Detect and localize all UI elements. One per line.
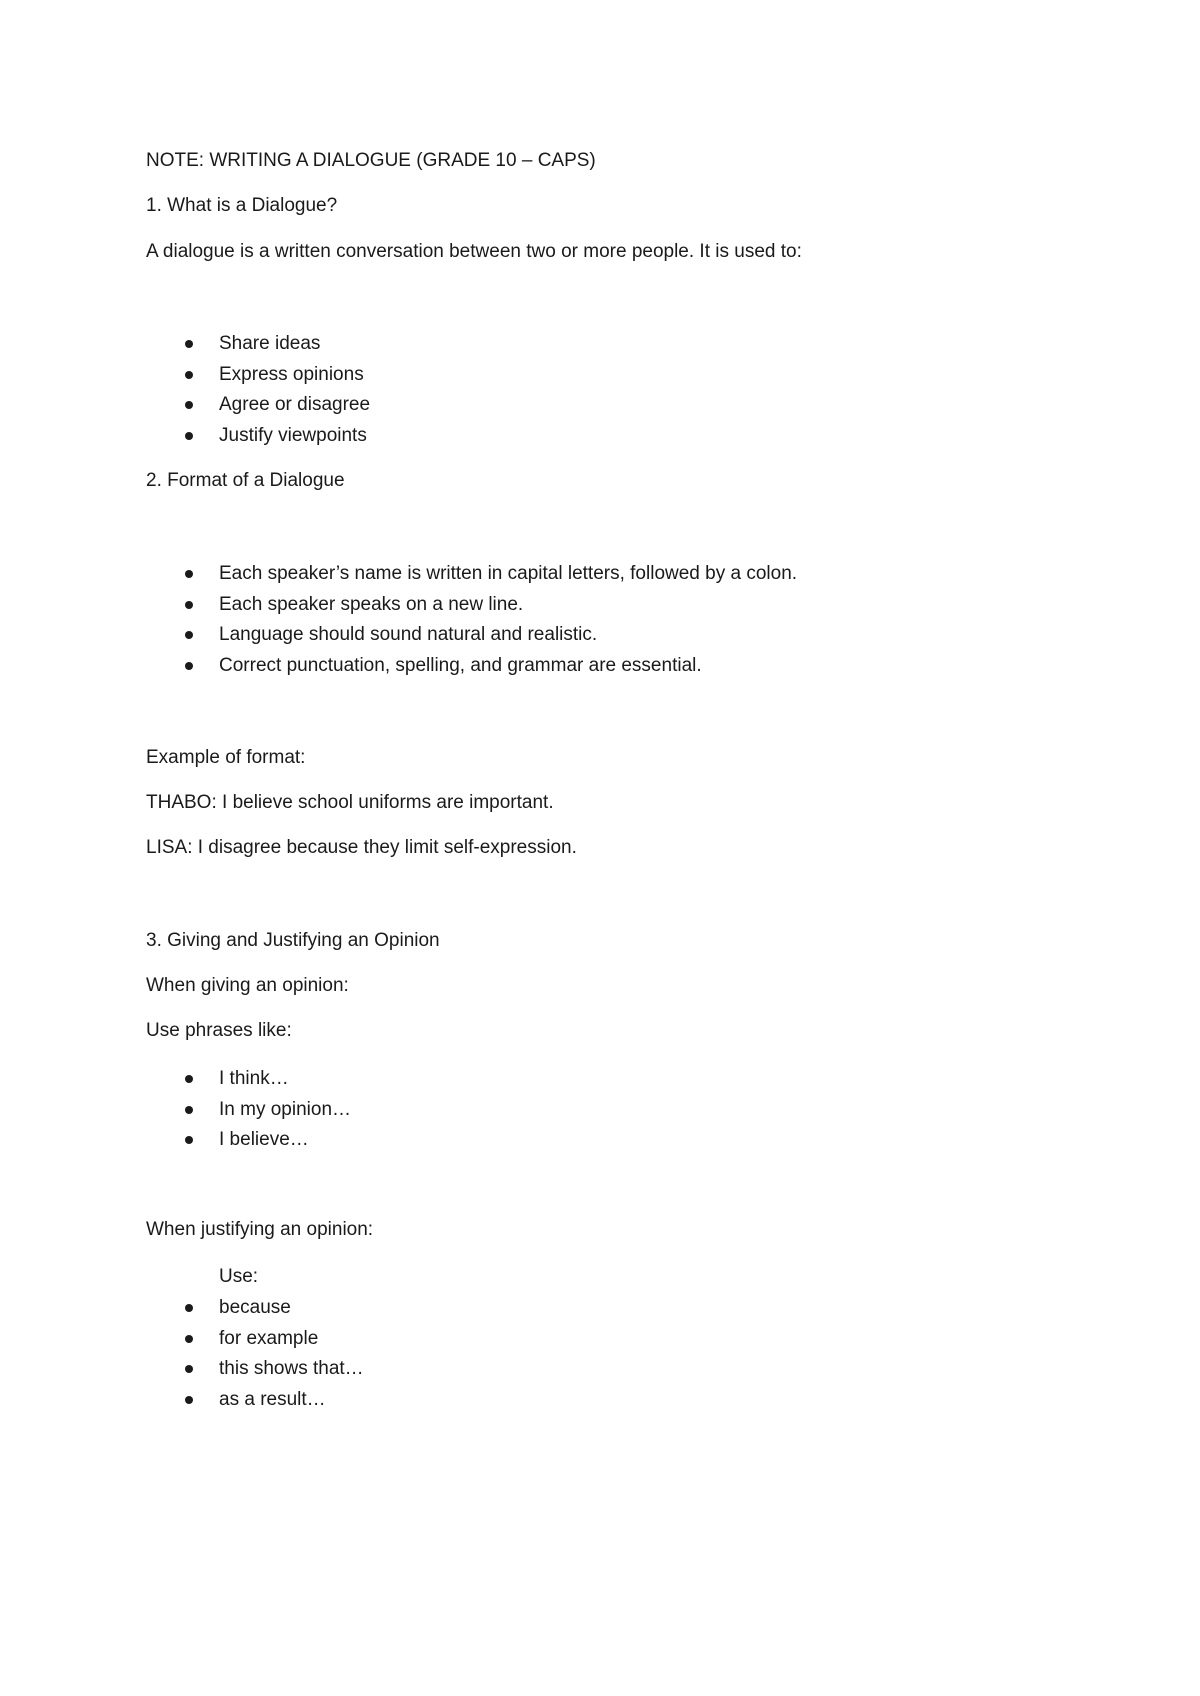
bullet-icon (185, 1365, 193, 1373)
bullet-icon (185, 662, 193, 670)
bullet-icon (185, 1106, 193, 1114)
format-list (146, 562, 797, 685)
section-2-heading: 2. Format of a Dialogue (146, 470, 345, 491)
bullet-icon (185, 1396, 193, 1404)
document-title: NOTE: WRITING A DIALOGUE (GRADE 10 – CAPS) (146, 150, 596, 171)
bullet-icon (185, 432, 193, 440)
section-1-intro: A dialogue is a written conversation between two or more people. It is used to: (146, 241, 802, 262)
list-item: Correct punctuation, spelling, and grammar are essential. (146, 654, 797, 685)
example-label: Example of format: (146, 747, 306, 768)
bullet-icon (185, 631, 193, 639)
giving-phrases-list (146, 1067, 351, 1159)
bullet-icon (185, 340, 193, 348)
list-item: In my opinion… (146, 1098, 351, 1129)
example-line-lisa: LISA: I disagree because they limit self-expression. (146, 837, 577, 858)
list-item: this shows that… (146, 1357, 364, 1388)
list-item: Each speaker’s name is written in capital letters, followed by a colon. (146, 562, 797, 593)
phrases-label: Use phrases like: (146, 1020, 292, 1041)
list-item: I believe… (146, 1128, 351, 1159)
list-item: I think… (146, 1067, 351, 1098)
giving-opinion-label: When giving an opinion: (146, 975, 349, 996)
bullet-icon (185, 1304, 193, 1312)
list-item: Justify viewpoints (146, 424, 370, 455)
list-item: Agree or disagree (146, 393, 370, 424)
justifying-phrases-list (146, 1296, 364, 1419)
list-item: as a result… (146, 1388, 364, 1419)
bullet-icon (185, 601, 193, 609)
bullet-icon (185, 401, 193, 409)
section-3-heading: 3. Giving and Justifying an Opinion (146, 930, 440, 951)
bullet-icon (185, 371, 193, 379)
bullet-icon (185, 1075, 193, 1083)
list-item: Share ideas (146, 332, 370, 363)
list-item: because (146, 1296, 364, 1327)
uses-list (146, 332, 370, 455)
bullet-icon (185, 1335, 193, 1343)
section-1-heading: 1. What is a Dialogue? (146, 195, 338, 216)
list-item: Express opinions (146, 363, 370, 394)
bullet-icon (185, 570, 193, 578)
justifying-opinion-label: When justifying an opinion: (146, 1219, 374, 1240)
use-label: Use: (219, 1266, 259, 1287)
list-item: Language should sound natural and realistic. (146, 623, 797, 654)
list-item: for example (146, 1327, 364, 1358)
list-item: Each speaker speaks on a new line. (146, 593, 797, 624)
bullet-icon (185, 1136, 193, 1144)
example-line-thabo: THABO: I believe school uniforms are important. (146, 792, 554, 813)
